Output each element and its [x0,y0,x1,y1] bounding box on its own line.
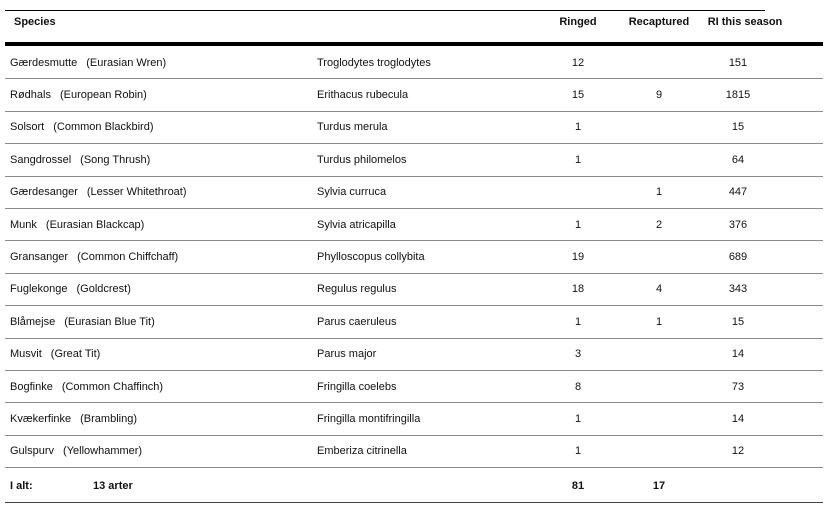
recaptured-count: 1 [655,186,663,199]
recaptured-count: 9 [655,89,663,102]
species-english-name: (Eurasian Blackcap) [45,218,145,231]
ri-season-count: 689 [728,251,748,264]
species-name [10,112,154,143]
species-name [10,79,147,110]
species-danish-name: Gærdesmutte [10,56,78,69]
ri-season-count: 14 [731,348,745,361]
species-latin-name: Regulus regulus [317,283,397,296]
species-danish-name: Musvit [10,348,42,361]
ringed-count: 3 [574,348,582,361]
ringed-count: 1 [574,315,582,328]
total-species-count: 13 arter [93,480,133,492]
ri-season-count: 12 [731,445,745,458]
species-danish-name: Gransanger [10,251,69,264]
table-row [5,144,823,176]
ri-season-count: 73 [731,380,745,393]
species-english-name: (Eurasian Blue Tit) [64,315,155,328]
species-name [10,403,137,434]
table-row [5,47,823,79]
table-header [0,6,818,36]
species-english-name: (Great Tit) [50,348,101,361]
header-species: Species [14,16,56,28]
species-name [10,209,144,240]
species-latin-name: Sylvia curruca [317,186,387,199]
ringed-count: 19 [571,251,585,264]
species-danish-name: Gulspurv [10,445,55,458]
species-latin-name: Parus caeruleus [317,315,397,328]
species-latin-name: Parus major [317,348,377,361]
recaptured-count [629,403,689,434]
species-name [10,177,187,208]
species-english-name: (Brambling) [80,412,137,425]
recaptured-count [629,47,689,78]
ri-season-count: 376 [728,218,748,231]
recaptured-count [629,339,689,370]
species-danish-name: Munk [10,218,37,231]
recaptured-count [629,144,689,175]
total-ringed: 81 [571,480,585,492]
species-name [10,144,150,175]
species-english-name: (European Robin) [59,89,147,102]
species-name [10,241,178,272]
ri-season-count: 447 [728,186,748,199]
species-latin-name: Turdus merula [317,121,388,134]
ri-season-count: 15 [731,121,745,134]
bottom-rule [5,502,823,503]
table-row [5,436,823,468]
species-danish-name: Gærdesanger [10,186,78,199]
ringed-count: 15 [571,89,585,102]
species-danish-name: Fuglekonge [10,283,68,296]
table-row [5,241,823,273]
species-latin-name: Fringilla coelebs [317,380,397,393]
species-latin-name: Sylvia atricapilla [317,218,396,231]
species-danish-name: Blåmejse [10,315,56,328]
species-latin-name: Troglodytes troglodytes [317,56,431,69]
species-name [10,47,166,78]
species-latin-name: Emberiza citrinella [317,445,407,458]
table-row [5,371,823,403]
ri-season-count: 151 [728,56,748,69]
species-english-name: (Goldcrest) [76,283,131,296]
species-name [10,371,163,402]
species-name [10,274,131,305]
header-recaptured: Recaptured [628,16,690,28]
header-ringed: Ringed [559,16,597,28]
table-row [5,339,823,371]
ringed-count: 1 [574,121,582,134]
recaptured-count [629,112,689,143]
species-english-name: (Song Thrush) [80,153,151,166]
recaptured-count: 4 [655,283,663,296]
table-body [5,47,823,468]
table-row [5,209,823,241]
total-recaptured: 17 [652,480,666,492]
total-row [5,470,823,502]
recaptured-count: 2 [655,218,663,231]
recaptured-count [629,241,689,272]
species-danish-name: Kvækerfinke [10,412,72,425]
recaptured-count [629,436,689,467]
table-row [5,403,823,435]
ri-season-count: 343 [728,283,748,296]
ri-season-count: 14 [731,412,745,425]
table-row [5,274,823,306]
species-name [10,339,100,370]
species-name [10,306,155,337]
ri-season-count: 64 [731,153,745,166]
ringed-count: 12 [571,56,585,69]
header-rule [5,42,823,46]
species-english-name: (Common Chaffinch) [61,380,164,393]
species-latin-name: Phylloscopus collybita [317,251,425,264]
ringed-count [545,177,611,208]
species-english-name: (Yellowhammer) [63,445,143,458]
species-latin-name: Erithacus rubecula [317,89,409,102]
table-row [5,112,823,144]
recaptured-count: 1 [655,315,663,328]
species-english-name: (Eurasian Wren) [86,56,167,69]
species-danish-name: Bogfinke [10,380,53,393]
species-name [10,436,142,467]
species-latin-name: Turdus philomelos [317,153,407,166]
ri-season-count: 1815 [725,89,751,102]
ringed-count: 1 [574,153,582,166]
ringed-count: 8 [574,380,582,393]
ringed-count: 1 [574,412,582,425]
table-row [5,177,823,209]
ringed-count: 1 [574,218,582,231]
recaptured-count [629,371,689,402]
table-row [5,79,823,111]
species-english-name: (Lesser Whitethroat) [86,186,187,199]
header-ri-season: RI this season [707,16,783,28]
ringed-count: 1 [574,445,582,458]
species-english-name: (Common Blackbird) [53,121,154,134]
species-danish-name: Rødhals [10,89,51,102]
species-danish-name: Solsort [10,121,45,134]
species-latin-name: Fringilla montifringilla [317,412,421,425]
species-danish-name: Sangdrossel [10,153,72,166]
ringed-count: 18 [571,283,585,296]
table-row [5,306,823,338]
total-label: I alt: [10,480,33,492]
species-english-name: (Common Chiffchaff) [77,251,179,264]
ri-season-count: 15 [731,315,745,328]
